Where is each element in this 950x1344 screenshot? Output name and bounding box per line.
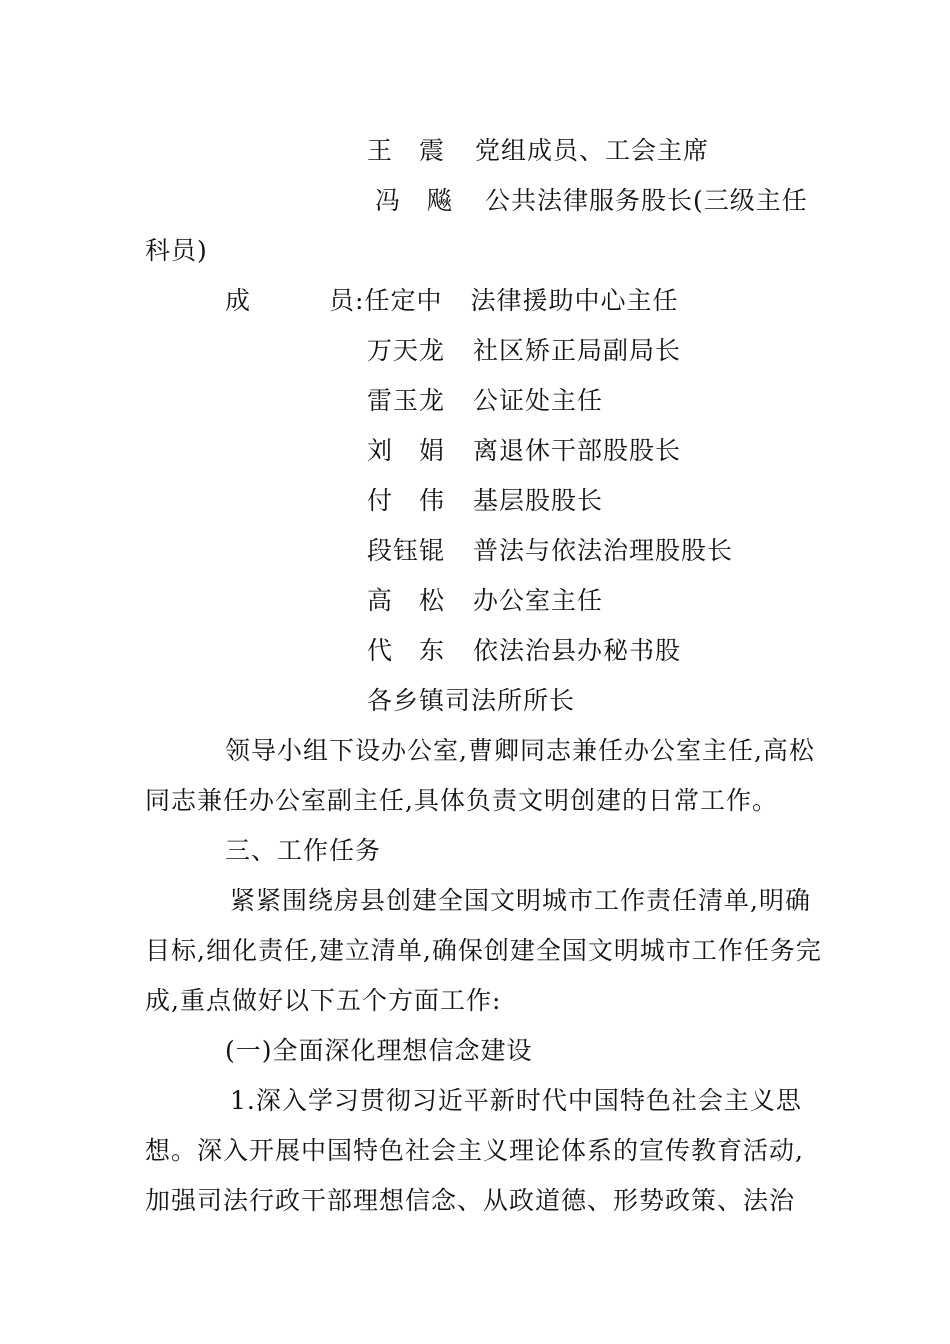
member-name: 代 东 [367, 636, 446, 665]
member-row [367, 436, 681, 466]
member-title: 普法与依法治理股股长 [473, 536, 734, 565]
member-row [367, 136, 709, 166]
member-title: 党组成员、工会主席 [475, 136, 710, 165]
member-row [375, 186, 808, 216]
member-name: 王 震 [367, 136, 446, 165]
paragraph-line: 想。深入开展中国特色社会主义理论体系的宣传教育活动, [145, 1136, 804, 1165]
member-title: 办公室主任 [473, 586, 604, 615]
member-title: 离退休干部股股长 [473, 436, 682, 465]
paragraph-line: 成,重点做好以下五个方面工作: [145, 986, 502, 1015]
paragraph-line: 同志兼任办公室副主任,具体负责文明创建的日常工作。 [145, 786, 778, 815]
member-title: 社区矫正局副局长 [473, 336, 682, 365]
sub-heading: (一)全面深化理想信念建设 [225, 1036, 533, 1065]
paragraph-line: 加强司法行政干部理想信念、从政道德、形势政策、法治 [145, 1186, 796, 1215]
member-row [367, 486, 603, 516]
member-name: 刘 娟 [367, 436, 446, 465]
member-title: 法律援助中心主任 [470, 286, 679, 315]
member-name: 高 松 [367, 586, 446, 615]
member-row [367, 536, 733, 566]
member-title: 公共法律服务股长(三级主任 [485, 186, 808, 215]
member-row [367, 336, 681, 366]
paragraph-line: 紧紧围绕房县创建全国文明城市工作责任清单,明确 [230, 886, 811, 915]
member-name: 段钰锟 [367, 536, 446, 565]
members-label: 成 员: [225, 286, 365, 315]
member-extra: 各乡镇司法所所长 [367, 686, 576, 715]
member-title: 公证处主任 [473, 386, 604, 415]
paragraph-line: 领导小组下设办公室,曹卿同志兼任办公室主任,高松 [225, 736, 815, 765]
member-name: 雷玉龙 [367, 386, 446, 415]
paragraph-line: 目标,细化责任,建立清单,确保创建全国文明城市工作任务完 [145, 936, 822, 965]
member-name: 万天龙 [367, 336, 446, 365]
section-heading: 三、工作任务 [225, 836, 382, 865]
member-name: 付 伟 [367, 486, 446, 515]
member-row [367, 586, 603, 616]
paragraph-line: 1.深入学习贯彻习近平新时代中国特色社会主义思 [230, 1086, 802, 1115]
member-title: 依法治县办秘书股 [473, 636, 682, 665]
member-row [225, 286, 678, 316]
member-row [367, 386, 603, 416]
wrapped-text: 科员) [145, 236, 208, 265]
member-name: 冯 飚 [375, 186, 454, 215]
member-title: 基层股股长 [473, 486, 604, 515]
member-name: 任定中 [364, 286, 443, 315]
member-row [367, 636, 681, 666]
